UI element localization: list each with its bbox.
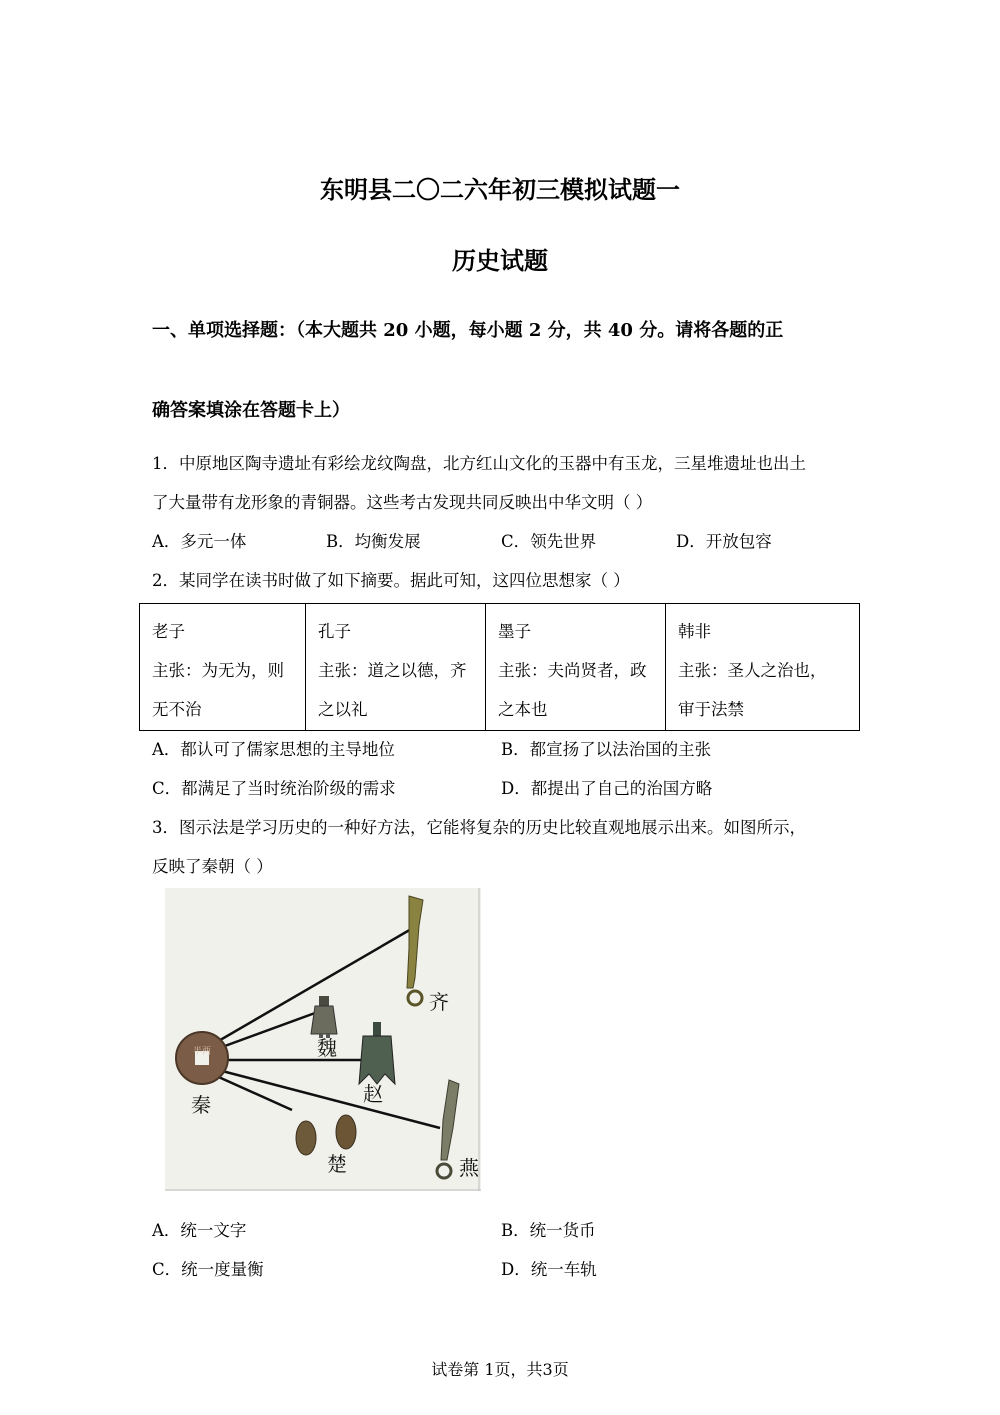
qin-banliang-coin: [176, 1032, 228, 1084]
coin-inscription: 半两: [192, 1047, 212, 1057]
question-3-stem-line2: 反映了秦朝（ ）: [152, 857, 273, 876]
label-qin: 秦: [191, 1093, 211, 1117]
label-wei: 魏: [317, 1036, 337, 1060]
question-1-stem-line1: 1．中原地区陶寺遗址有彩绘龙纹陶盘，北方红山文化的玉器中有玉龙，三星堆遗址也出土: [152, 454, 806, 473]
thinkers-table: [139, 603, 860, 731]
question-2-option-a: A．都认可了儒家思想的主导地位: [152, 740, 395, 759]
section-heading-line2: 确答案填涂在答题卡上）: [152, 400, 350, 421]
question-2-stem: 2．某同学在读书时做了如下摘要。据此可知，这四位思想家（ ）: [152, 571, 630, 590]
thinker-name: 韩非: [678, 622, 711, 641]
thinker-claim-line1: 主张：夫尚贤者，政: [498, 661, 647, 680]
question-2-option-c: C．都满足了当时统治阶级的需求: [152, 779, 396, 798]
question-3-option-c: C．统一度量衡: [152, 1260, 264, 1279]
thinker-claim-line1: 主张：道之以德，齐: [318, 661, 467, 680]
question-1-option-d: D．开放包容: [676, 532, 772, 551]
table-cell-kongzi: [306, 604, 486, 731]
thinker-claim-line2: 审于法禁: [678, 700, 744, 719]
question-1-stem-line2: 了大量带有龙形象的青铜器。这些考古发现共同反映出中华文明（ ）: [152, 493, 653, 512]
thinker-name: 孔子: [318, 622, 351, 641]
question-1-option-c: C．领先世界: [501, 532, 597, 551]
thinker-claim-line2: 之本也: [498, 700, 548, 719]
question-3-option-b: B．统一货币: [501, 1221, 596, 1240]
thinker-name: 墨子: [498, 622, 531, 641]
question-1-option-a: A．多元一体: [152, 532, 247, 551]
question-2-option-b: B．都宣扬了以法治国的主张: [501, 740, 712, 759]
label-yan: 燕: [459, 1156, 479, 1180]
section-heading-line1: 一、单项选择题：（本大题共 20 小题，每小题 2 分，共 40 分。请将各题的正: [152, 320, 784, 341]
question-3-option-d: D．统一车轨: [501, 1260, 597, 1279]
question-2-option-d: D．都提出了自己的治国方略: [501, 779, 713, 798]
label-zhao: 赵: [363, 1082, 383, 1106]
table-cell-hanfei: [666, 604, 860, 731]
table-cell-mozi: [486, 604, 666, 731]
exam-title: 东明县二〇二六年初三模拟试题一: [320, 175, 680, 204]
label-qi: 齐: [429, 990, 449, 1014]
question-1-option-b: B．均衡发展: [326, 532, 421, 551]
table-cell-laozi: [140, 604, 306, 731]
exam-subtitle: 历史试题: [452, 246, 548, 275]
question-3-stem-line1: 3．图示法是学习历史的一种好方法，它能将复杂的历史比较直观地展示出来。如图所示，: [152, 818, 806, 837]
page-footer: 试卷第 1页，共3页: [431, 1360, 569, 1379]
thinker-claim-line2: 之以礼: [318, 700, 368, 719]
coin-unification-figure: [165, 888, 481, 1191]
label-chu: 楚: [327, 1152, 347, 1176]
thinker-claim-line2: 无不治: [152, 700, 202, 719]
question-3-option-a: A．统一文字: [152, 1221, 247, 1240]
thinker-claim-line1: 主张：为无为，则: [152, 661, 284, 680]
thinker-name: 老子: [152, 622, 185, 641]
thinker-claim-line1: 主张：圣人之治也，: [678, 661, 827, 680]
